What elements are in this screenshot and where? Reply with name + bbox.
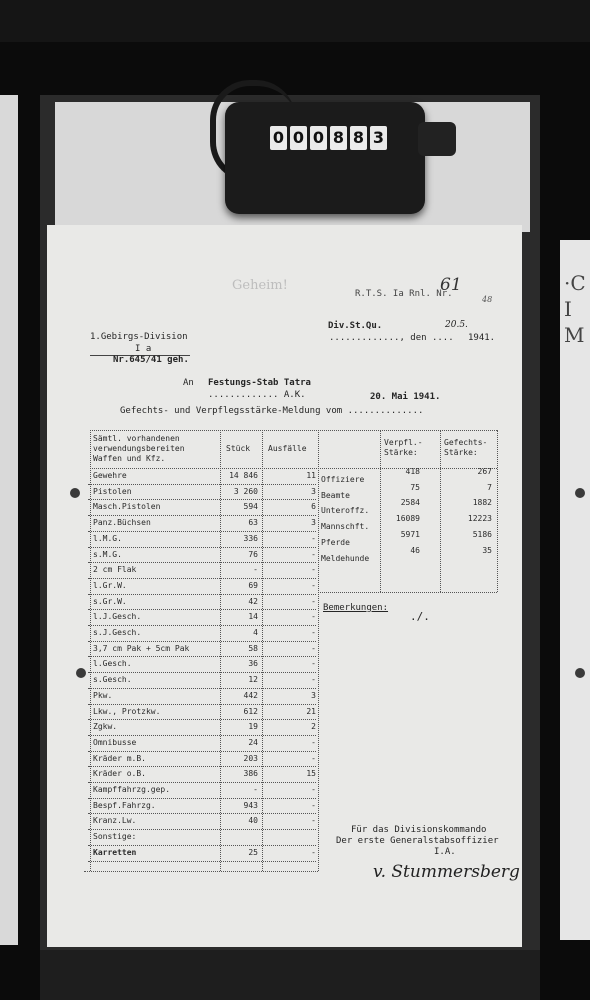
table-cell-ausfaelle: - xyxy=(311,816,316,826)
table-cell-stueck: 612 xyxy=(243,706,258,716)
col-header-ausfaelle: Ausfälle xyxy=(268,444,307,453)
table-cell-ausfaelle: - xyxy=(311,675,316,685)
table-cell-ausfaelle: - xyxy=(311,628,316,637)
row-line xyxy=(88,861,316,862)
remarks-value: ./. xyxy=(410,610,430,623)
table-hline xyxy=(90,468,497,469)
table-cell-item: Zgkw. xyxy=(93,722,118,732)
date-line: ............., den .... xyxy=(329,333,454,343)
table-cell-item: 3,7 cm Pak + 5cm Pak xyxy=(93,643,190,653)
adjacent-frame-text: ·C I M xyxy=(564,271,586,347)
row-line xyxy=(88,578,316,579)
strength-gefechts: 5186 xyxy=(472,529,492,539)
row-line xyxy=(88,484,316,485)
table-cell-ausfaelle: - xyxy=(311,737,316,747)
table-cell-item: Kranz.Lw. xyxy=(93,816,137,826)
footer-line-3: I.A. xyxy=(434,847,456,857)
strength-verpfl: 2584 xyxy=(400,498,420,508)
table-cell-item: Panz.Büchsen xyxy=(93,518,151,528)
table-cell-stueck: 943 xyxy=(243,800,258,810)
table-cell-item: l.Gr.W. xyxy=(93,580,127,590)
report-date: 20. Mai 1941. xyxy=(370,392,441,402)
strength-label: Offiziere xyxy=(321,475,365,484)
table-cell-stueck: 3 260 xyxy=(233,486,258,496)
row-line xyxy=(88,688,316,689)
col-header-verpfl: Verpfl.- Stärke: xyxy=(384,438,423,457)
table-cell-ausfaelle: 15 xyxy=(306,769,316,779)
table-cell-ausfaelle: - xyxy=(311,533,316,543)
row-line xyxy=(88,531,316,532)
table-cell-ausfaelle: 21 xyxy=(306,706,316,716)
table-cell-ausfaelle: - xyxy=(311,800,316,810)
row-line xyxy=(88,499,316,500)
row-line xyxy=(88,704,316,705)
row-line xyxy=(88,845,316,846)
table-cell-item: Bespf.Fahrzg. xyxy=(93,800,156,810)
punch-hole xyxy=(76,668,86,678)
table-cell-item: s.Gr.W. xyxy=(93,596,127,606)
row-line xyxy=(88,625,316,626)
recipient: Festungs-Stab Tatra xyxy=(208,378,311,388)
col-header-item: Sämtl. vorhandenen verwendungsbereiten Waffen und Kfz. xyxy=(93,434,185,463)
table-cell-stueck: 386 xyxy=(243,769,258,779)
table-cell-item: Kräder o.B. xyxy=(93,769,146,779)
table-vline xyxy=(380,430,381,592)
strength-label: Pferde xyxy=(321,537,350,547)
row-line xyxy=(88,656,316,657)
counter-digit: 0 xyxy=(270,126,287,150)
counter-knob xyxy=(418,122,456,156)
registry-number: 61 xyxy=(440,275,462,295)
row-line xyxy=(88,798,316,799)
report-title: Gefechts- und Verpflegsstärke-Meldung vom .............. xyxy=(120,406,424,416)
row-line xyxy=(88,594,316,595)
geheim-stamp: Geheim! xyxy=(232,278,288,293)
table-cell-item: s.M.G. xyxy=(93,549,122,559)
strength-verpfl: 75 xyxy=(410,482,420,492)
table-cell-stueck: 25 xyxy=(248,847,258,857)
table-cell-stueck: 19 xyxy=(248,722,258,732)
counter-digit: 8 xyxy=(330,126,347,150)
an-label: An xyxy=(183,378,194,388)
row-line xyxy=(88,782,316,783)
table-cell-stueck: 336 xyxy=(243,533,258,543)
section-ia: I a xyxy=(135,344,152,354)
table-cell-item: Gewehre xyxy=(93,471,127,480)
row-line xyxy=(88,766,316,767)
page-number-note: 48 xyxy=(482,295,493,304)
counter-digit: 0 xyxy=(290,126,307,150)
table-cell-item: l.Gesch. xyxy=(93,659,132,669)
row-line xyxy=(88,751,316,752)
table-cell-ausfaelle: - xyxy=(311,549,316,559)
frame-counter xyxy=(225,102,425,214)
punch-hole xyxy=(575,668,585,678)
strength-label: Meldehunde xyxy=(321,553,370,563)
strength-gefechts: 1882 xyxy=(472,498,492,508)
row-line xyxy=(88,735,316,736)
footer-line-2: Der erste Generalstabsoffizier xyxy=(336,836,499,846)
table-cell-item: Karretten xyxy=(93,847,137,857)
punch-hole xyxy=(575,488,585,498)
recipient-ak: ............. A.K. xyxy=(208,390,306,400)
col-header-stueck: Stück xyxy=(226,444,251,453)
table-cell-item: Kampffahrzg.gep. xyxy=(93,785,171,794)
table-cell-stueck: 14 xyxy=(248,612,258,622)
punch-hole xyxy=(70,488,80,498)
reference-number: Nr.645/41 geh. xyxy=(113,355,189,365)
strength-verpfl: 5971 xyxy=(400,529,420,539)
film-strip-top xyxy=(0,0,590,42)
table-cell-item: Pkw. xyxy=(93,690,113,700)
strength-gefechts: 7 xyxy=(487,482,492,492)
table-hline xyxy=(84,871,318,872)
table-cell-item: Kräder m.B. xyxy=(93,753,146,763)
table-cell-ausfaelle: - xyxy=(311,565,316,575)
row-line xyxy=(88,562,316,563)
row-line xyxy=(88,813,316,814)
strength-label: Mannschft. xyxy=(321,522,370,532)
table-cell-ausfaelle: 6 xyxy=(311,502,316,512)
table-vline xyxy=(318,430,319,871)
table-cell-stueck: - xyxy=(253,565,258,575)
row-line xyxy=(88,829,316,830)
table-cell-stueck: 14 846 xyxy=(229,471,258,480)
row-line xyxy=(88,719,316,720)
table-cell-item: Sonstige: xyxy=(93,832,137,842)
table-cell-stueck: 36 xyxy=(248,659,258,669)
table-cell-stueck: 76 xyxy=(248,549,258,559)
table-cell-item: 2 cm Flak xyxy=(93,565,137,575)
table-cell-ausfaelle: - xyxy=(311,785,316,794)
table-cell-stueck: 58 xyxy=(248,643,258,653)
registry-stamp: R.T.S. Ia Rnl. Nr. xyxy=(355,289,453,299)
col-header-gefechts: Gefechts- Stärke: xyxy=(444,438,488,457)
table-cell-stueck: 42 xyxy=(248,596,258,606)
table-cell-ausfaelle: - xyxy=(311,596,316,606)
row-line xyxy=(88,672,316,673)
footer-line-1: Für das Divisionskommando xyxy=(351,825,487,835)
table-cell-stueck: 4 xyxy=(253,628,258,637)
table-cell-ausfaelle: 3 xyxy=(311,486,316,496)
signature: v. Stummersberg xyxy=(373,862,520,882)
table-cell-stueck: 69 xyxy=(248,580,258,590)
table-cell-stueck: 594 xyxy=(243,502,258,512)
table-vline xyxy=(90,430,91,871)
strength-gefechts: 267 xyxy=(477,467,492,476)
row-line xyxy=(88,547,316,548)
table-hline xyxy=(90,430,497,431)
table-cell-ausfaelle: - xyxy=(311,612,316,622)
table-cell-item: s.Gesch. xyxy=(93,675,132,685)
table-cell-stueck: 12 xyxy=(248,675,258,685)
date-handwritten: 20.5. xyxy=(445,320,468,330)
table-cell-ausfaelle: - xyxy=(311,659,316,669)
adjacent-frame-left xyxy=(0,95,18,945)
remarks-label: Bemerkungen: xyxy=(323,603,389,613)
row-line xyxy=(88,641,316,642)
film-strip-bottom xyxy=(40,950,540,1000)
table-cell-ausfaelle: - xyxy=(311,643,316,653)
row-line xyxy=(88,515,316,516)
date-year: 1941. xyxy=(468,333,496,343)
table-vline xyxy=(440,430,441,592)
table-cell-stueck: 442 xyxy=(243,690,258,700)
table-cell-ausfaelle: - xyxy=(311,847,316,857)
table-cell-item: Omnibusse xyxy=(93,737,137,747)
table-cell-ausfaelle: - xyxy=(311,580,316,590)
table-cell-item: Lkw., Protzkw. xyxy=(93,706,161,716)
table-hline xyxy=(318,592,497,593)
table-cell-ausfaelle: 3 xyxy=(311,690,316,700)
strength-verpfl: 418 xyxy=(405,467,420,476)
div-st-qu: Div.St.Qu. xyxy=(328,321,383,331)
division-name: 1.Gebirgs-Division xyxy=(90,332,188,342)
table-cell-ausfaelle: 11 xyxy=(306,471,316,480)
strength-label: Unteroffz. xyxy=(321,506,370,516)
table-cell-stueck: 40 xyxy=(248,816,258,826)
table-cell-item: Masch.Pistolen xyxy=(93,502,161,512)
table-cell-ausfaelle: 3 xyxy=(311,518,316,528)
table-cell-item: l.J.Gesch. xyxy=(93,612,142,622)
table-cell-ausfaelle: 2 xyxy=(311,722,316,732)
strength-gefechts: 35 xyxy=(482,545,492,555)
counter-digit: 8 xyxy=(350,126,367,150)
strength-gefechts: 12223 xyxy=(467,514,492,524)
strength-label: Beamte xyxy=(321,490,350,500)
strength-verpfl: 16089 xyxy=(395,514,420,524)
counter-digit: 3 xyxy=(370,126,387,150)
table-cell-item: l.M.G. xyxy=(93,533,122,543)
table-cell-ausfaelle: - xyxy=(311,753,316,763)
counter-digit: 0 xyxy=(310,126,327,150)
table-cell-stueck: 24 xyxy=(248,737,258,747)
table-cell-item: s.J.Gesch. xyxy=(93,628,142,637)
strength-verpfl: 46 xyxy=(410,545,420,555)
table-cell-item: Pistolen xyxy=(93,486,132,496)
table-cell-stueck: 203 xyxy=(243,753,258,763)
counter-digits xyxy=(270,126,387,150)
table-cell-stueck: 63 xyxy=(248,518,258,528)
row-line xyxy=(88,609,316,610)
table-cell-stueck: - xyxy=(253,785,258,794)
